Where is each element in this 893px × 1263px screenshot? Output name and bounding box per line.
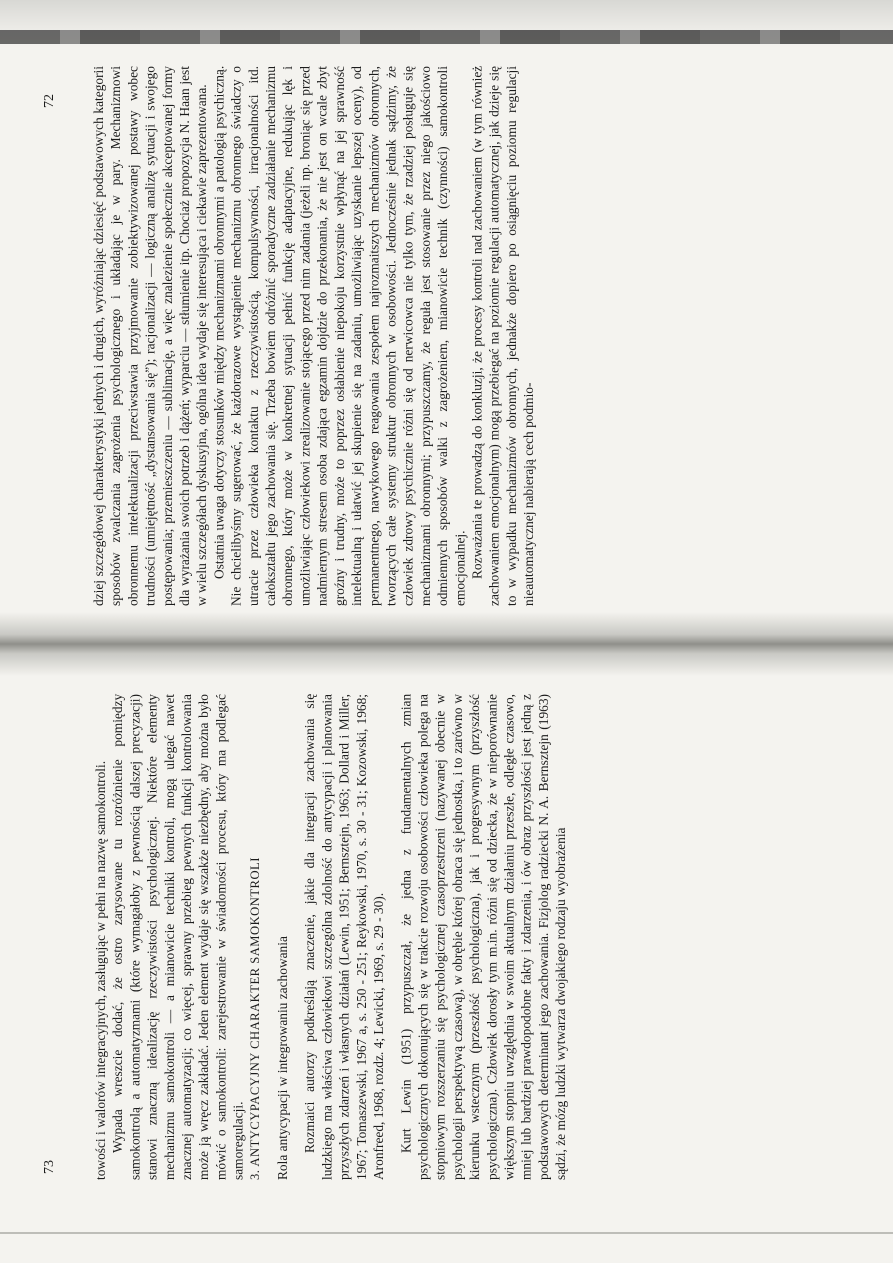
scan-bottom-rule [0,1232,893,1234]
paragraph-intro-2: Wypada wreszcie dodać, że ostro zarysowane tu rozróżnienie pomiędzy samokontrolą a automatyzmami (które wymagałoby z pewnością dalszej precyzacji) stanowi znaczną idealizację rzeczywistości psychologicznej. Niektóre elementy mechanizmu samokontroli — a mianowicie techniki kontroli, mogą ulegać nawet znacznej automatyzacji; co więcej, sprawny przebieg pewnych funkcji kontrolowania może ją wręcz zakładać. Jeden element wydaje się wszakże niezbędny, aby można było mówić o samokontroli: zarejestrowanie w świadomości procesu, który ma podlegać samoregulacji. [110,694,246,1180]
paragraph-3: Rozważania te prowadzą do konkluzji, że procesy kontroli nad zachowaniem (w tym również zachowaniem emocjonalnym) mogą przebiegać na poziomie regulacji automatycznej, jak dzieje się to w wypadku mechanizmów obronnych, jednakże dopiero po osiągnięciu poziomu regulacji nieautomatycznej nabierają cech podmio- [469,66,537,606]
page-73-text [92,694,812,1180]
paragraph-body-1: Rozmaici autorzy podkreślają znaczenie, jakie dla integracji zachowania się ludzkiego ma właściwa człowiekowi szczególna zdolność do antycypacji i planowania przyszłych zdarzeń i własnych działań (Lewin, 1951; Bernsztejn, 1963; Dollard i Miller, 1967; Tomaszewski, 1967 a, s. 250 - 251; Reykowski, 1970, s. 30 - 31; Kozowski, 1968; Aronfreed, 1968, rozdz. 4; Lewicki, 1969, s. 29 - 30). [302,694,387,1180]
page-number-right: 73 [42,1160,57,1174]
paragraph-1: dziej szczegółowej charakterystyki jednych i drugich, wyróżniając dziesięć podstawowych kategorii sposobów zwalczania zagrożenia psychologicznego i układając je w pary. Mechanizmowi obronnemu intelektualizacji przeciwstawia przyjmowanie zobiektywizowanej postawy wobec trudności (umiejętność „dystansowania się”); racjonalizacji — logiczną analizę sytuacji i swojego postępowania; przemieszczeniu — sublimację, a więc znalezienie społecznie akceptowanej formy dla wyrażania swoich potrzeb i dążeń; wyparciu — stłumienie itp. Chociaż propozycja N. Haan jest w wielu szczegółach dyskusyjna, ogólna idea wydaje się interesująca i ciekawie zaprezentowana. [91,66,210,606]
paragraph-2: Ostatnia uwaga dotyczy stosunków między mechanizmami obronnymi a patologią psychiczną. Nie chcielibyśmy sugerować, że każdorazowe wystąpienie mechanizmu obronnego świadczy o utracie przez człowieka kontaktu z rzeczywistością, kompulsywności, irracjonalności itd. całokształtu jego zachowania się. Trzeba bowiem odróżnić sporadyczne zadziałanie mechanizmu obronnego, który może w konkretnej sytuacji pełnić funkcję adaptacyjne, redukując lęk i umożliwiając człowiekowi zrealizowanie stojącego przed nim zadania (jeżeli np. broniąc się przed nadmiernym stresem osoba zdająca egzamin dojdzie do przekonania, że nie jest on wcale zbyt groźny i trudny, może to poprzez osłabienie niepokoju korzystnie wpłynąć na jej sprawność intelektualną i ułatwić jej skupienie się na zadaniu, umożliwiając uzyskanie lepszej oceny), od permanentnego, nawykowego reagowania zespołem najrozmaitszych mechanizmów obronnych, tworzących całe systemy struktur obronnych w osobowości. Jednocześnie jednak sądzimy, że człowiek zdrowy psychicznie różni się od nerwicowca nie tylko tym, że rzadziej posługuje się mechanizmami obronnymi; przypuszczamy, że reguła jest stosowanie przez niego jakościowo odmiennych sposobów walki z zagrożeniem, mianowicie technik (czynności) samokontroli emocjonalnej. [211,66,468,606]
page-72-text [90,66,828,606]
page-number-left: 72 [42,94,57,108]
section-subheading: Rola antycypacji w integrowaniu zachowania [275,936,291,1180]
paragraph-body-2: Kurt Lewin (1951) przypuszczał, że jedna z fundamentalnych zmian psychologicznych dokonujących się w trakcie rozwoju osobowości człowieka polega na stopniowym rozszerzaniu się psychologicznej czasoprzestrzeni (nazywanej obecnie w psychologii perspektywą czasową), w obrębie której obraca się jednostka, i to zarówno w kierunku wstecznym (przeszłość psychologiczna), jak i progresywnym (przyszłość psychologiczna). Człowiek dorosły tym m.in. różni się od dziecka, że w nieporównanie większym stopniu uwzględnia w swoim aktualnym działaniu przeszłe, odległe czasowo, mniej lub bardziej prawdopodobne fakty i zdarzenia, i ów obraz przyszłości jest jedną z podstawowych determinant jego zachowania. Fizjolog radziecki N. A. Bernsztejn (1963) sądzi, że mózg ludzki wytwarza dwojakiego rodzaju wyobrażenia [398,694,569,1180]
scan-binding-shadow [0,30,893,44]
book-gutter [0,612,893,676]
section-heading: 3. ANTYCYPACYJNY CHARAKTER SAMOKONTROLI [247,857,262,1180]
paragraph-intro-1: towości i walorów integracyjnych, zasługując w pełni na nazwę samokontroli. [93,760,108,1180]
